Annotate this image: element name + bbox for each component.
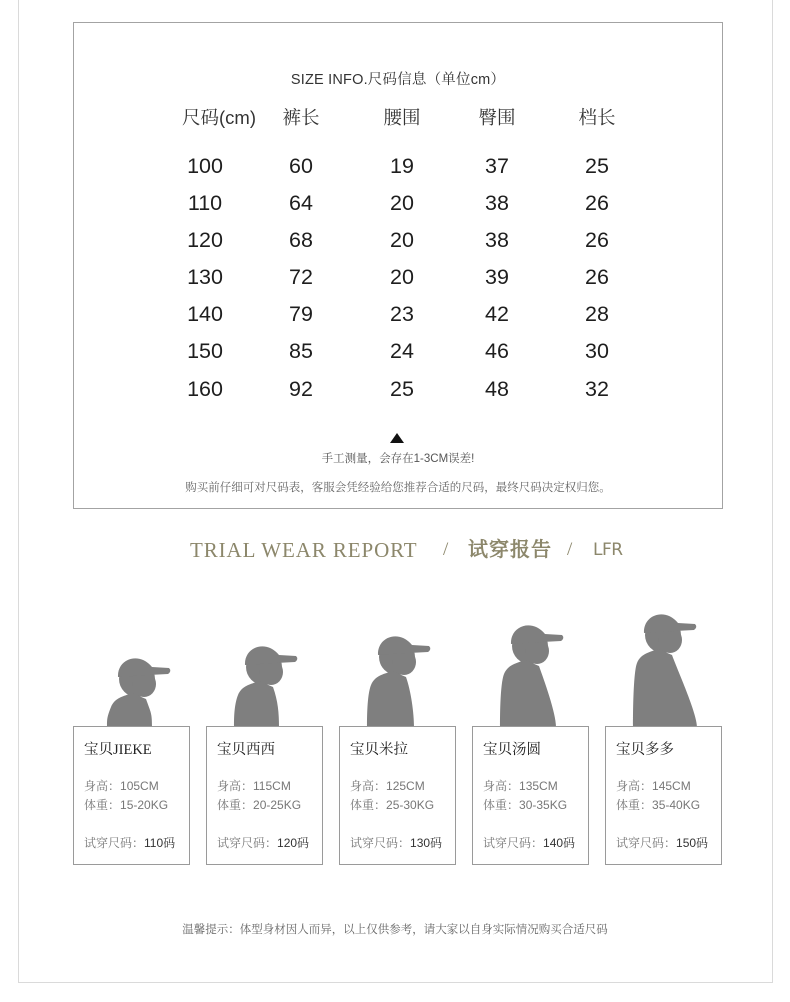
trial-size-label: 试穿尺码： <box>483 836 544 850</box>
cell-pants-length: 79 <box>289 302 313 326</box>
size-row <box>74 298 722 330</box>
cell-pants-length: 72 <box>289 265 313 289</box>
height-value: 135CM <box>519 779 558 793</box>
heading-separator: / <box>567 539 573 560</box>
weight-value: 15-20KG <box>120 798 169 812</box>
silhouette-cap <box>378 636 430 655</box>
size-info-box <box>73 22 723 509</box>
size-row <box>74 373 722 405</box>
cell-size: 140 <box>187 302 223 326</box>
tester-height <box>616 777 691 795</box>
silhouette-cap <box>245 646 297 665</box>
trial-size-label: 试穿尺码： <box>84 836 145 850</box>
cell-waist: 20 <box>390 191 414 215</box>
child-silhouette-icon <box>367 636 430 727</box>
height-value: 125CM <box>386 779 425 793</box>
cell-pants-length: 64 <box>289 191 313 215</box>
tester-weight <box>217 796 301 814</box>
cell-size: 130 <box>187 265 223 289</box>
size-row <box>74 335 722 367</box>
weight-label: 体重： <box>217 798 254 812</box>
tester-trial-size <box>483 834 575 852</box>
tester-name: 宝贝JIEKE <box>84 742 152 758</box>
cell-size: 150 <box>187 339 223 363</box>
height-label: 身高： <box>84 779 121 793</box>
heading-separator: / <box>443 539 449 560</box>
child-silhouette-icon <box>500 625 563 727</box>
trial-report-title-en: TRIAL WEAR REPORT <box>190 538 418 562</box>
tester-weight <box>483 796 567 814</box>
height-value: 105CM <box>120 779 159 793</box>
tester-name: 宝贝多多 <box>616 742 674 758</box>
cell-size: 160 <box>187 377 223 401</box>
header-rise: 档长 <box>578 107 616 128</box>
weight-label: 体重： <box>350 798 387 812</box>
cell-waist: 24 <box>390 339 414 363</box>
cell-pants-length: 85 <box>289 339 313 363</box>
tester-name: 宝贝西西 <box>217 742 275 758</box>
cell-waist: 19 <box>390 154 414 178</box>
child-silhouettes <box>0 590 790 730</box>
cell-rise: 26 <box>585 191 609 215</box>
trial-size-value: 120码 <box>277 836 310 850</box>
cell-rise: 28 <box>585 302 609 326</box>
cell-pants-length: 68 <box>289 228 313 252</box>
cell-waist: 25 <box>390 377 414 401</box>
cell-rise: 26 <box>585 265 609 289</box>
cell-rise: 32 <box>585 377 609 401</box>
cell-hip: 48 <box>485 377 509 401</box>
trial-size-label: 试穿尺码： <box>217 836 278 850</box>
silhouette-body <box>367 671 414 727</box>
size-row <box>74 261 722 293</box>
tester-trial-size <box>350 834 442 852</box>
measurement-note: 手工测量，会存在1-3CM误差! <box>321 453 475 465</box>
child-silhouette-icon <box>107 658 170 727</box>
silhouette-body <box>234 681 279 727</box>
cell-hip: 39 <box>485 265 509 289</box>
tester-height <box>350 777 425 795</box>
cell-pants-length: 60 <box>289 154 313 178</box>
cell-size: 110 <box>187 191 223 215</box>
tester-name: 宝贝米拉 <box>350 742 408 758</box>
silhouette-body <box>107 693 152 727</box>
cell-rise: 25 <box>585 154 609 178</box>
size-header-row <box>74 102 722 134</box>
silhouette-body <box>633 649 697 727</box>
tester-card <box>73 726 190 865</box>
weight-label: 体重： <box>483 798 520 812</box>
footer-tip: 温馨提示：体型身材因人而异，以上仅供参考，请大家以自身实际情况购买合适尺码 <box>182 924 608 936</box>
silhouette-cap <box>118 658 170 677</box>
tester-card <box>472 726 589 865</box>
tester-weight <box>84 796 168 814</box>
height-label: 身高： <box>483 779 520 793</box>
height-label: 身高： <box>217 779 254 793</box>
trial-size-value: 130码 <box>410 836 443 850</box>
tester-height <box>217 777 291 795</box>
cell-pants-length: 92 <box>289 377 313 401</box>
tester-height <box>483 777 558 795</box>
silhouette-cap <box>511 625 563 644</box>
cell-size: 120 <box>187 228 223 252</box>
header-waist: 腰围 <box>383 107 421 128</box>
weight-value: 25-30KG <box>386 798 435 812</box>
trial-report-title-cn: 试穿报告 <box>468 539 552 561</box>
height-value: 115CM <box>253 779 291 793</box>
child-silhouette-icon <box>234 646 297 727</box>
trial-size-label: 试穿尺码： <box>616 836 677 850</box>
tester-trial-size <box>84 834 175 852</box>
silhouette-cap <box>644 614 696 633</box>
trial-size-value: 140码 <box>543 836 576 850</box>
child-silhouette-icon <box>633 614 697 727</box>
cell-hip: 38 <box>485 228 509 252</box>
height-value: 145CM <box>652 779 691 793</box>
weight-label: 体重： <box>616 798 653 812</box>
size-row <box>74 150 722 182</box>
tester-card <box>206 726 323 865</box>
tester-card <box>605 726 722 865</box>
cell-hip: 46 <box>485 339 509 363</box>
cell-rise: 30 <box>585 339 609 363</box>
weight-value: 20-25KG <box>253 798 302 812</box>
weight-label: 体重： <box>84 798 121 812</box>
height-label: 身高： <box>350 779 387 793</box>
silhouette-body <box>500 660 556 727</box>
cell-rise: 26 <box>585 228 609 252</box>
tester-card <box>339 726 456 865</box>
cell-hip: 42 <box>485 302 509 326</box>
tester-trial-size <box>217 834 309 852</box>
cell-waist: 20 <box>390 228 414 252</box>
header-hip: 臀围 <box>478 107 516 128</box>
tester-name: 宝贝汤圆 <box>483 742 541 758</box>
weight-value: 30-35KG <box>519 798 568 812</box>
tester-weight <box>616 796 700 814</box>
cell-waist: 20 <box>390 265 414 289</box>
tester-trial-size <box>616 834 708 852</box>
size-row <box>74 224 722 256</box>
header-pants-length: 裤长 <box>282 107 320 128</box>
brand-logo: LFR <box>593 540 623 560</box>
cell-hip: 37 <box>485 154 509 178</box>
trial-size-label: 试穿尺码： <box>350 836 411 850</box>
tester-weight <box>350 796 434 814</box>
trial-size-value: 150码 <box>676 836 709 850</box>
size-row <box>74 187 722 219</box>
header-size: 尺码(cm) <box>182 107 256 128</box>
cell-size: 100 <box>187 154 223 178</box>
tester-height <box>84 777 159 795</box>
cell-waist: 23 <box>390 302 414 326</box>
trial-size-value: 110码 <box>144 836 176 850</box>
cell-hip: 38 <box>485 191 509 215</box>
weight-value: 35-40KG <box>652 798 701 812</box>
size-info-title: SIZE INFO.尺码信息（单位cm） <box>290 72 506 88</box>
size-advice-note: 购买前仔细可对尺码表，客服会凭经验给您推荐合适的尺码，最终尺码决定权归您。 <box>185 482 611 494</box>
up-triangle-icon <box>390 433 404 443</box>
height-label: 身高： <box>616 779 653 793</box>
